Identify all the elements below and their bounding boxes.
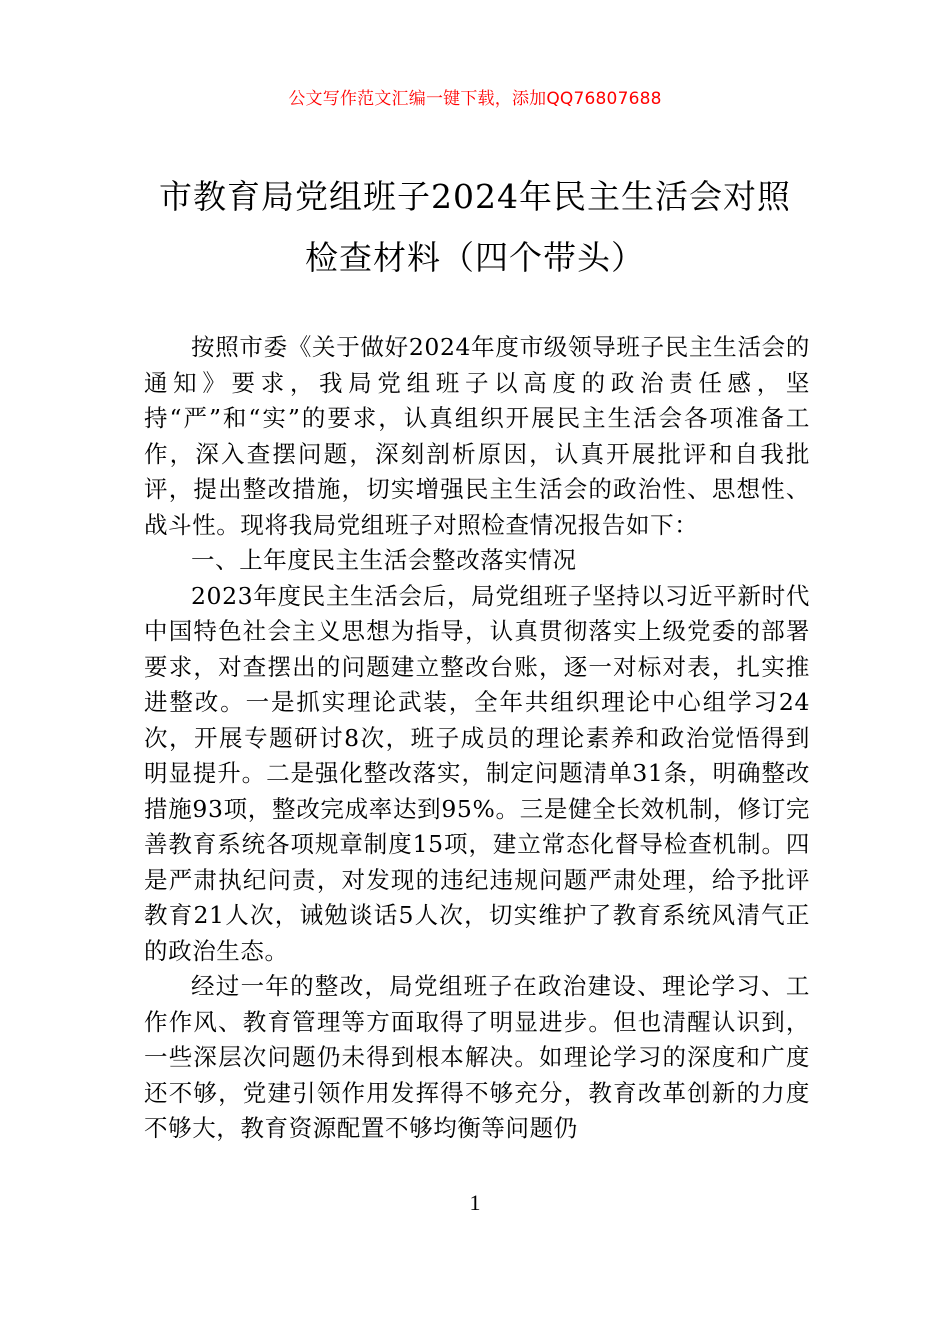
body-paragraph-progress: 经过一年的整改，局党组班子在政治建设、理论学习、工作作风、教育管理等方面取得了明显进步。但也清醒认识到，一些深层次问题仍未得到根本解决。如理论学习的深度和广度还不够，党建引领作用发挥得不够充分，教育改革创新的力度不够大，教育资源配置不够均衡等问题仍 [144, 972, 810, 1142]
section-heading-1: 一、上年度民主生活会整改落实情况 [191, 546, 577, 574]
header-watermark-note: 公文写作范文汇编一键下载，添加QQ76807688 [288, 89, 662, 109]
document-title-line-2: 检查材料（四个带头） [305, 238, 645, 277]
body-paragraph-rectification: 2023年度民主生活会后，局党组班子坚持以习近平新时代中国特色社会主义思想为指导，认真贯彻落实上级党委的部署要求，对查摆出的问题建立整改台账，逐一对标对表，扎实推进整改。一是抓实理论武装，全年共组织理论中心组学习24次，开展专题研讨8次，班子成员的理论素养和政治觉悟得到明显提升。二是强化整改落实，制定问题清单31条，明确整改措施93项，整改完成率达到95%。三是健全长效机制，修订完善教育系统各项规章制度15项，建立常态化督导检查机制。四是严肃执纪问责，对发现的违纪违规问题严肃处理，给予批评教育21人次，诫勉谈话5人次，切实维护了教育系统风清气正的政治生态。 [144, 581, 810, 965]
document-title-line-1: 市教育局党组班子2024年民主生活会对照 [159, 177, 791, 216]
document-body [144, 330, 810, 1147]
page-number: 1 [469, 1190, 481, 1215]
body-paragraph-intro: 按照市委《关于做好2024年度市级领导班子民主生活会的通知》要求，我局党组班子以高度的政治责任感，坚持“严”和“实”的要求，认真组织开展民主生活会各项准备工作，深入查摆问题，深刻剖析原因，认真开展批评和自我批评，提出整改措施，切实增强民主生活会的政治性、思想性、战斗性。现将我局党组班子对照检查情况报告如下： [144, 333, 810, 539]
